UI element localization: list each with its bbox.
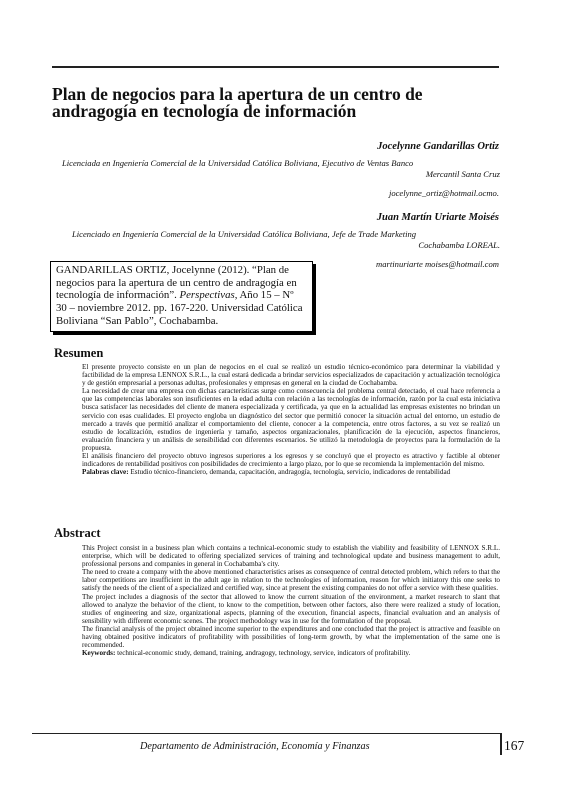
abstract-body: [82, 544, 500, 657]
author-affiliation-2: [72, 229, 502, 251]
keywords-label: Palabras clave:: [82, 468, 129, 477]
keywords-list: technical-economic study, demand, training, andragogy, technology, service, indicators of profitability.: [115, 649, 411, 658]
resumen-heading: Resumen: [54, 346, 104, 360]
abstract-heading: Abstract: [54, 526, 101, 540]
abstract-paragraph: The project includes a diagnosis of the sector that allowed to know the current situation of the environment, a market research to slant that allowed to analyze the behavior of the client, to know to the competition, between other factors, also there were realized a study of location, studies of engineering and size, organizational aspects, planning of the execution, financial aspects, financial evaluation and an analysis of sensibility with different economic scenes. The project methodology was in use for the formulation of the proposal.: [82, 592, 500, 625]
keywords-list: Estudio técnico-financiero, demanda, capacitación, andragogía, tecnología, servicio, indicadores de rentabilidad: [128, 468, 451, 477]
resumen-keywords: [82, 468, 500, 476]
keywords-label: Keywords:: [82, 649, 116, 658]
resumen-body: [82, 363, 500, 476]
affiliation-line: Licenciado en Ingeniería Comercial de la Universidad Católica Boliviana, Jefe de Trade Marketing: [72, 229, 417, 239]
affiliation-line: Mercantil Santa Cruz: [425, 169, 500, 179]
footer-rule: [32, 733, 500, 734]
resumen-paragraph: El presente proyecto consiste en un plan de negocios en el cual se realizó un estudio técnico-económico para determinar la viabilidad y factibilidad de la empresa LENNOX S.R.L., la cual estará dedicada a brindar servicios especializados de capacitación y actualización tecnológica y de gestión empresarial a personas adultas, profesionales y empresas en general en la ciudad de Cochabamba.: [82, 363, 500, 388]
affiliation-line: Cochabamba LOREAL.: [418, 240, 500, 250]
citation-box: [50, 261, 313, 332]
citation-details: , Año 15 – Nº 30 – noviembre 2012. pp. 167-220. Universidad Católica Boliviana “San Pablo”, Cochabamba.: [56, 289, 303, 327]
citation-text: GANDARILLAS ORTIZ, Jocelynne (2012). “Plan de negocios para la apertura de un centro de andragogía en tecnología de información”.: [56, 264, 297, 302]
abstract-keywords: [82, 649, 500, 657]
footer-divider: [500, 733, 502, 755]
author-name-1: Jocelynne Gandarillas Ortiz: [377, 141, 499, 152]
affiliation-line: Licenciada en Ingeniería Comercial de la Universidad Católica Boliviana, Ejecutivo de Ventas Banco: [62, 158, 414, 168]
top-rule: [52, 66, 499, 68]
abstract-paragraph: The need to create a company with the above mentioned characteristics arises as consequence of central detected problem, which refers to that the labor competitions are insufficient in the adult age in relation to the technologies of information, reason for which initiatory this one seeks to satisfy the needs of the client of a specialized and certified way, since at present the existing companies do not offer a service with these qualities.: [82, 568, 500, 593]
resumen-paragraph: El análisis financiero del proyecto obtuvo ingresos superiores a los egresos y se concluyó que el proyecto es atractivo y factible al obtener indicadores de rentabilidad positivos con posibilidades de crecimiento a largo plazo, por lo que se recomienda la implementación del mismo.: [82, 452, 500, 469]
author-name-2: Juan Martín Uriarte Moisés: [376, 212, 499, 223]
page-number: 167: [504, 738, 525, 753]
abstract-paragraph: This Project consist in a business plan which contains a technical-economic study to establish the viability and feasibility of LENNOX S.R.L. enterprise, which will be dedicated to offering specialized services of training and technological update and business management to adult, professional persons and companies in general in Cochabamba's city.: [82, 544, 500, 569]
resumen-paragraph: La necesidad de crear una empresa con dichas características surge como consecuencia del problema central detectado, el cual hace referencia a que las competencias laborales son insuficientes en la edad adulta con relación a las tecnologías de información, razón por la cual esta iniciativa busca satisfacer las necesidades del cliente de manera especializada y certificada, ya que en la actualidad las empresas existentes no brindan un servicio con esas cualidades. El proyecto engloba un diagnóstico del sector que permitió conocer la situación actual del entorno, un estudio de mercado a través que permitió analizar el comportamiento del cliente, conocer a la competencia, entre otros factores, a su vez se realizó un estudio de localización, estudios de ingeniería y tamaño, aspectos organizacionales, planificación de la ejecución, aspectos financieros, evaluación financiera y un análisis de sensibilidad con diferentes escenarios. Se utilizó la metodología de proyectos para la formulación de la propuesta.: [82, 387, 500, 452]
article-title: Plan de negocios para la apertura de un centro de andragogía en tecnología de información: [52, 84, 423, 121]
footer-department: Departamento de Administración, Economía y Finanzas: [140, 741, 370, 752]
author-email-2[interactable]: martinuriarte moises@hotmail.com: [376, 259, 499, 269]
citation-journal: Perspectivas: [179, 289, 235, 302]
author-affiliation-1: [62, 158, 502, 180]
author-email-1[interactable]: jocelynne_ortiz@hotmail.ocmo.: [388, 188, 499, 198]
abstract-paragraph: The financial analysis of the project obtained income superior to the expenditures and one concluded that the project is attractive and feasible on having obtained positive indicators of profitability with possibilities of long-term growth, by what the implementation of the same one is recommended.: [82, 624, 500, 650]
